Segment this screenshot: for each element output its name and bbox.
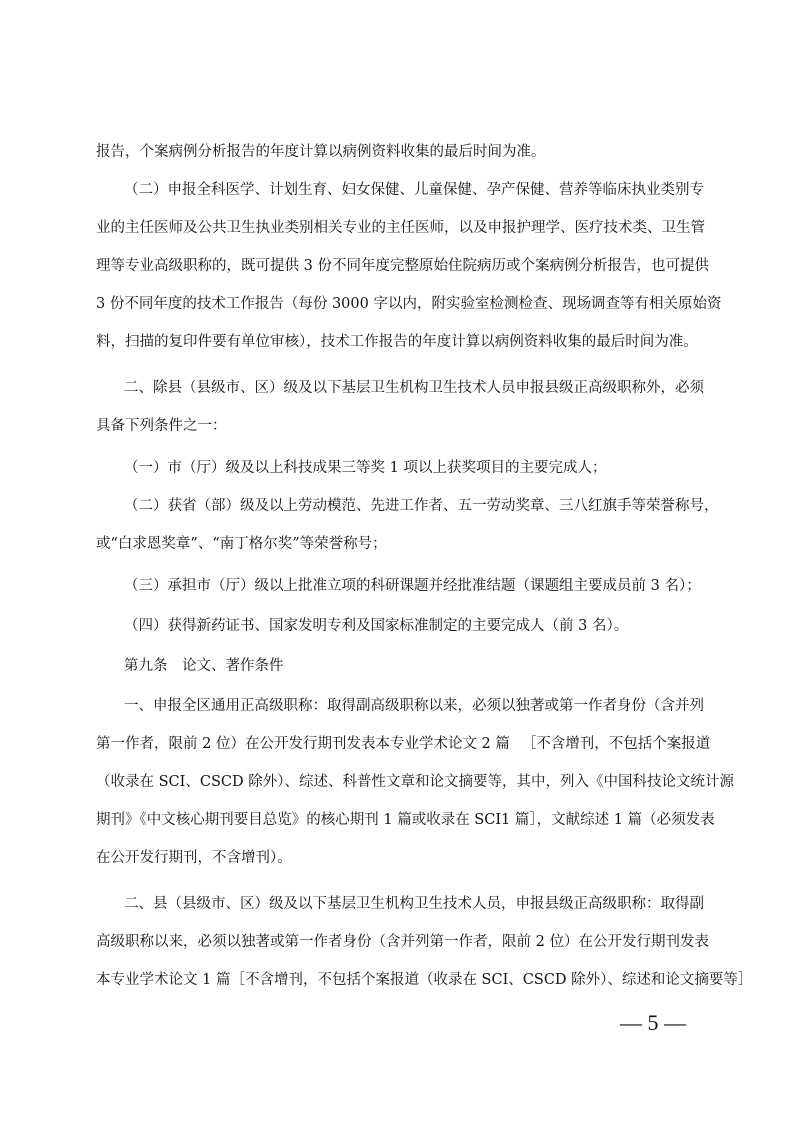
text-line: 期刊》《中文核心期刊要目总览》的核心期刊 1 篇或收录在 SCI1 篇］，文献综述 1 篇（必须发表 (96, 812, 715, 828)
text-line: 高级职称以来，必须以独著或第一作者身份（含并列第一作者，限前 2 位）在公开发行期刊发表 (96, 934, 709, 950)
text-line: 业的主任医师及公共卫生执业类别相关专业的主任医师，以及申报护理学、医疗技术类、卫生管 (96, 220, 705, 236)
text-line: （三）承担市（厅）级以上批准立项的科研课题并经批准结题（课题组主要成员前 3 名）； (124, 578, 701, 594)
text-line: （收录在 SCI、CSCD 除外）、综述、科普性文章和论文摘要等，其中，列入《中国科技论文统计源 (96, 774, 734, 790)
page-number: — 5 — (620, 1010, 686, 1035)
text-line: 报告，个案病例分析报告的年度计算以病例资料收集的最后时间为准。 (96, 144, 546, 160)
text-line: 本专业学术论文 1 篇［不含增刊，不包括个案报道（收录在 SCI、CSCD 除外）、综述和论文摘要等］ (96, 972, 753, 988)
text-line: 一、申报全区通用正高级职称：取得副高级职称以来，必须以独著或第一作者身份（含并列 (124, 698, 704, 714)
text-line: 理等专业高级职称的，既可提供 3 份不同年度完整原始住院病历或个案病例分析报告，也可提供 (96, 258, 709, 274)
text-line: （二）申报全科医学、计划生育、妇女保健、儿童保健、孕产保健、营养等临床执业类别专 (124, 182, 704, 198)
text-line: （四）获得新药证书、国家发明专利及国家标准制定的主要完成人（前 3 名）。 (124, 618, 629, 634)
text-line: （二）获省（部）级及以上劳动模范、先进工作者、五一劳动奖章、三八红旗手等荣誉称号， (124, 498, 719, 514)
text-line: 第一作者，限前 2 位）在公开发行期刊发表本专业学术论文 2 篇 ［不含增刊，不包括个案报道 (96, 736, 711, 752)
text-line: 或“白求恩奖章”、“南丁格尔奖”等荣誉称号； (96, 536, 387, 552)
text-line: 3 份不同年度的技术工作报告（每份 3000 字以内，附实验室检测检查、现场调查等有相关原始资 (96, 296, 722, 312)
text-line: 二、县（县级市、区）级及以下基层卫生机构卫生技术人员，申报县级正高级职称：取得副 (124, 896, 704, 912)
text-line: （一）市（厅）级及以上科技成果三等奖 1 项以上获奖项目的主要完成人； (124, 460, 607, 476)
text-line: 二、除县（县级市、区）级及以下基层卫生机构卫生技术人员申报县级正高级职称外，必须 (124, 380, 704, 396)
text-line: 具备下列条件之一： (96, 418, 227, 434)
section-heading: 第九条 论文、著作条件 (124, 658, 284, 674)
text-line: 在公开发行期刊，不含增刊）。 (96, 850, 292, 866)
text-line: 料，扫描的复印件要有单位审核），技术工作报告的年度计算以病例资料收集的最后时间为准。 (96, 334, 698, 350)
